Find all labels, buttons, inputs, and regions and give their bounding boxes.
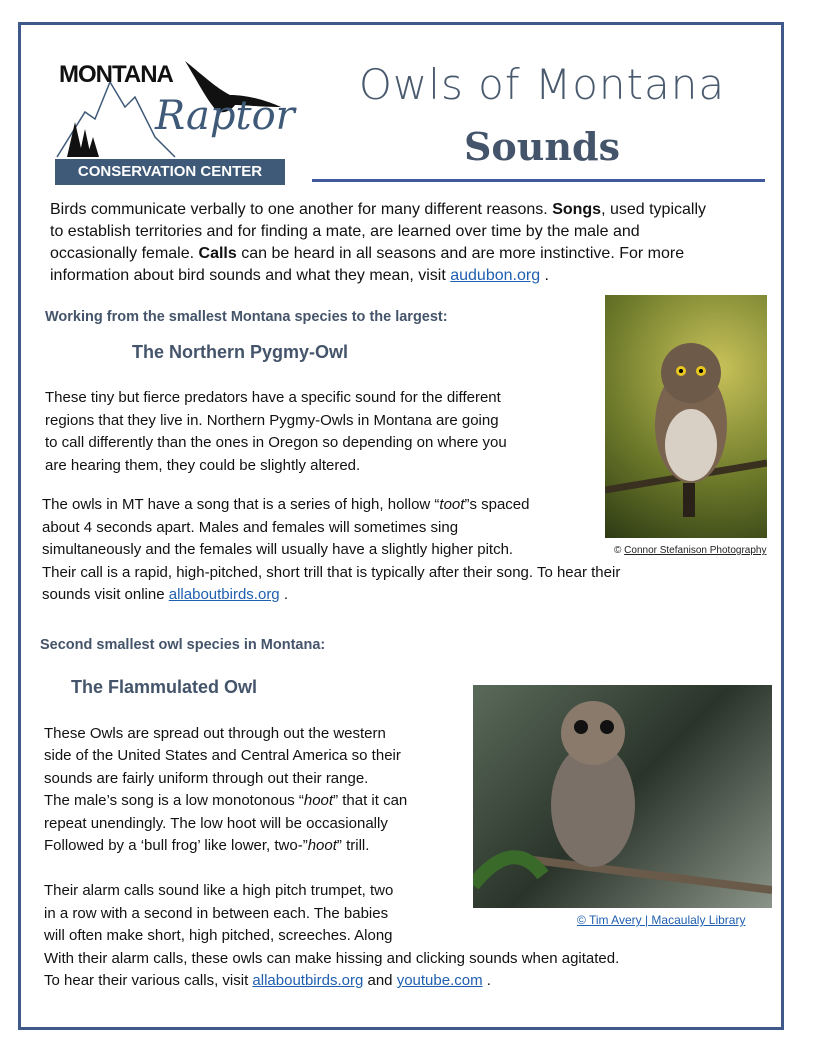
text-line [42, 541, 513, 559]
text-line [44, 837, 369, 855]
text-segment: These tiny but fierce predators have a specific sound for the different [45, 389, 501, 406]
owl-image-icon [473, 685, 772, 908]
text-line [50, 223, 640, 241]
link-allaboutbirds-org[interactable]: allaboutbirds.org [252, 972, 364, 989]
flammulated-owl-photo [473, 685, 772, 908]
text-line [50, 267, 549, 285]
italic-term: toot [439, 496, 465, 513]
text-line [44, 770, 368, 788]
text-line [44, 725, 386, 743]
text-line [42, 496, 530, 514]
text-line [45, 389, 501, 407]
species-title: The Northern Pygmy-Owl [132, 342, 349, 362]
text-line [44, 792, 407, 810]
text-segment: simultaneously and the females will usually have a slightly higher pitch. [42, 541, 514, 558]
text-segment: . [482, 972, 491, 989]
text-segment: will often make short, high pitched, screeches. Along [44, 927, 393, 944]
bold-term: Songs [552, 201, 602, 218]
text-segment: ” trill. [336, 837, 370, 854]
text-line [50, 201, 706, 219]
logo-raptor-text: Raptor [155, 93, 295, 139]
copyright-symbol: © [614, 545, 622, 556]
title-divider [312, 179, 765, 182]
text-line [42, 564, 620, 582]
text-segment: The male’s song is a low monotonous “ [44, 792, 304, 810]
species-title: The Flammulated Owl [71, 677, 258, 697]
text-segment: side of the United States and Central America so their [44, 747, 401, 765]
text-segment: repeat unendingly. The low hoot will be occasionally [44, 814, 388, 832]
owl-image-icon [605, 295, 767, 538]
text-line [50, 245, 684, 263]
photo-credit-link[interactable]: Connor Stefanison Photography [624, 545, 767, 556]
text-segment: . [279, 586, 288, 603]
logo-montana-text: MONTANA [59, 61, 173, 88]
text-segment: ”s spaced [464, 496, 530, 513]
logo-conservation-banner: CONSERVATION CENTER [55, 159, 285, 185]
italic-term: hoot [303, 792, 334, 810]
text-segment: and [363, 972, 397, 989]
text-segment: sounds are fairly uniform through out their range. [44, 769, 369, 787]
text-line [42, 519, 458, 537]
text-segment: The owls in MT have a song that is a series of high, hollow “ [42, 496, 440, 513]
text-line [44, 747, 401, 765]
text-segment: information about bird sounds and what they mean, visit [50, 267, 451, 284]
text-line [44, 882, 393, 900]
pygmy-owl-photo [605, 295, 767, 538]
text-segment: are hearing them, they could be slightly altered. [45, 456, 361, 474]
text-segment: sounds visit online [42, 586, 169, 603]
text-line [45, 434, 507, 452]
text-line [45, 412, 499, 430]
link-audubon-org[interactable]: audubon.org [450, 267, 541, 284]
page-title: Owls of Montana [358, 60, 726, 109]
bold-term: Calls [198, 245, 237, 262]
text-segment: Their call is a rapid, high-pitched, short trill that is typically after their song. To hear their [42, 563, 621, 581]
section-heading: Second smallest owl species in Montana: [40, 637, 326, 653]
page-subtitle: Sounds [463, 124, 620, 169]
text-segment: to establish territories and for finding a mate, are learned over time by the male and [50, 223, 640, 240]
link-youtube-com[interactable]: youtube.com [396, 972, 483, 989]
text-segment: Birds communicate verbally to one another for many different reasons. [50, 201, 553, 218]
text-segment: in a row with a second in between each. The babies [44, 904, 389, 922]
text-segment: Their alarm calls sound like a high pitch trumpet, two [44, 882, 394, 899]
text-segment: can be heard in all seasons and are more instinctive. For more [236, 245, 685, 262]
text-segment: ” that it can [333, 792, 408, 810]
text-segment: occasionally female. [50, 245, 199, 262]
section-heading: Working from the smallest Montana species to the largest: [45, 309, 448, 325]
text-segment: , used typically [601, 201, 707, 218]
text-segment: These Owls are spread out through out the western [44, 725, 386, 742]
text-segment: Followed by a ‘bull frog’ like lower, two-” [44, 837, 308, 854]
text-segment: about 4 seconds apart. Males and females will sometimes sing [42, 518, 459, 536]
text-segment: With their alarm calls, these owls can make hissing and clicking sounds when agitated. [44, 949, 620, 967]
text-line [44, 927, 393, 945]
link-allaboutbirds-org[interactable]: allaboutbirds.org [168, 586, 280, 603]
logo [55, 57, 295, 187]
text-segment: to call differently than the ones in Oregon so depending on where you [45, 434, 507, 451]
flammulated-photo-credit[interactable]: © Tim Avery | Macaulaly Library [577, 913, 746, 927]
italic-term: hoot [307, 837, 337, 854]
text-segment: . [540, 267, 549, 284]
text-line [44, 905, 388, 923]
text-line [44, 972, 491, 990]
text-segment: regions that they live in. Northern Pygmy-Owls in Montana are going [45, 411, 499, 429]
text-line [44, 815, 388, 833]
text-line [44, 950, 619, 968]
text-line [45, 457, 360, 475]
pygmy-photo-credit [614, 545, 766, 556]
text-segment: To hear their various calls, visit [44, 972, 253, 989]
text-line [42, 586, 288, 604]
